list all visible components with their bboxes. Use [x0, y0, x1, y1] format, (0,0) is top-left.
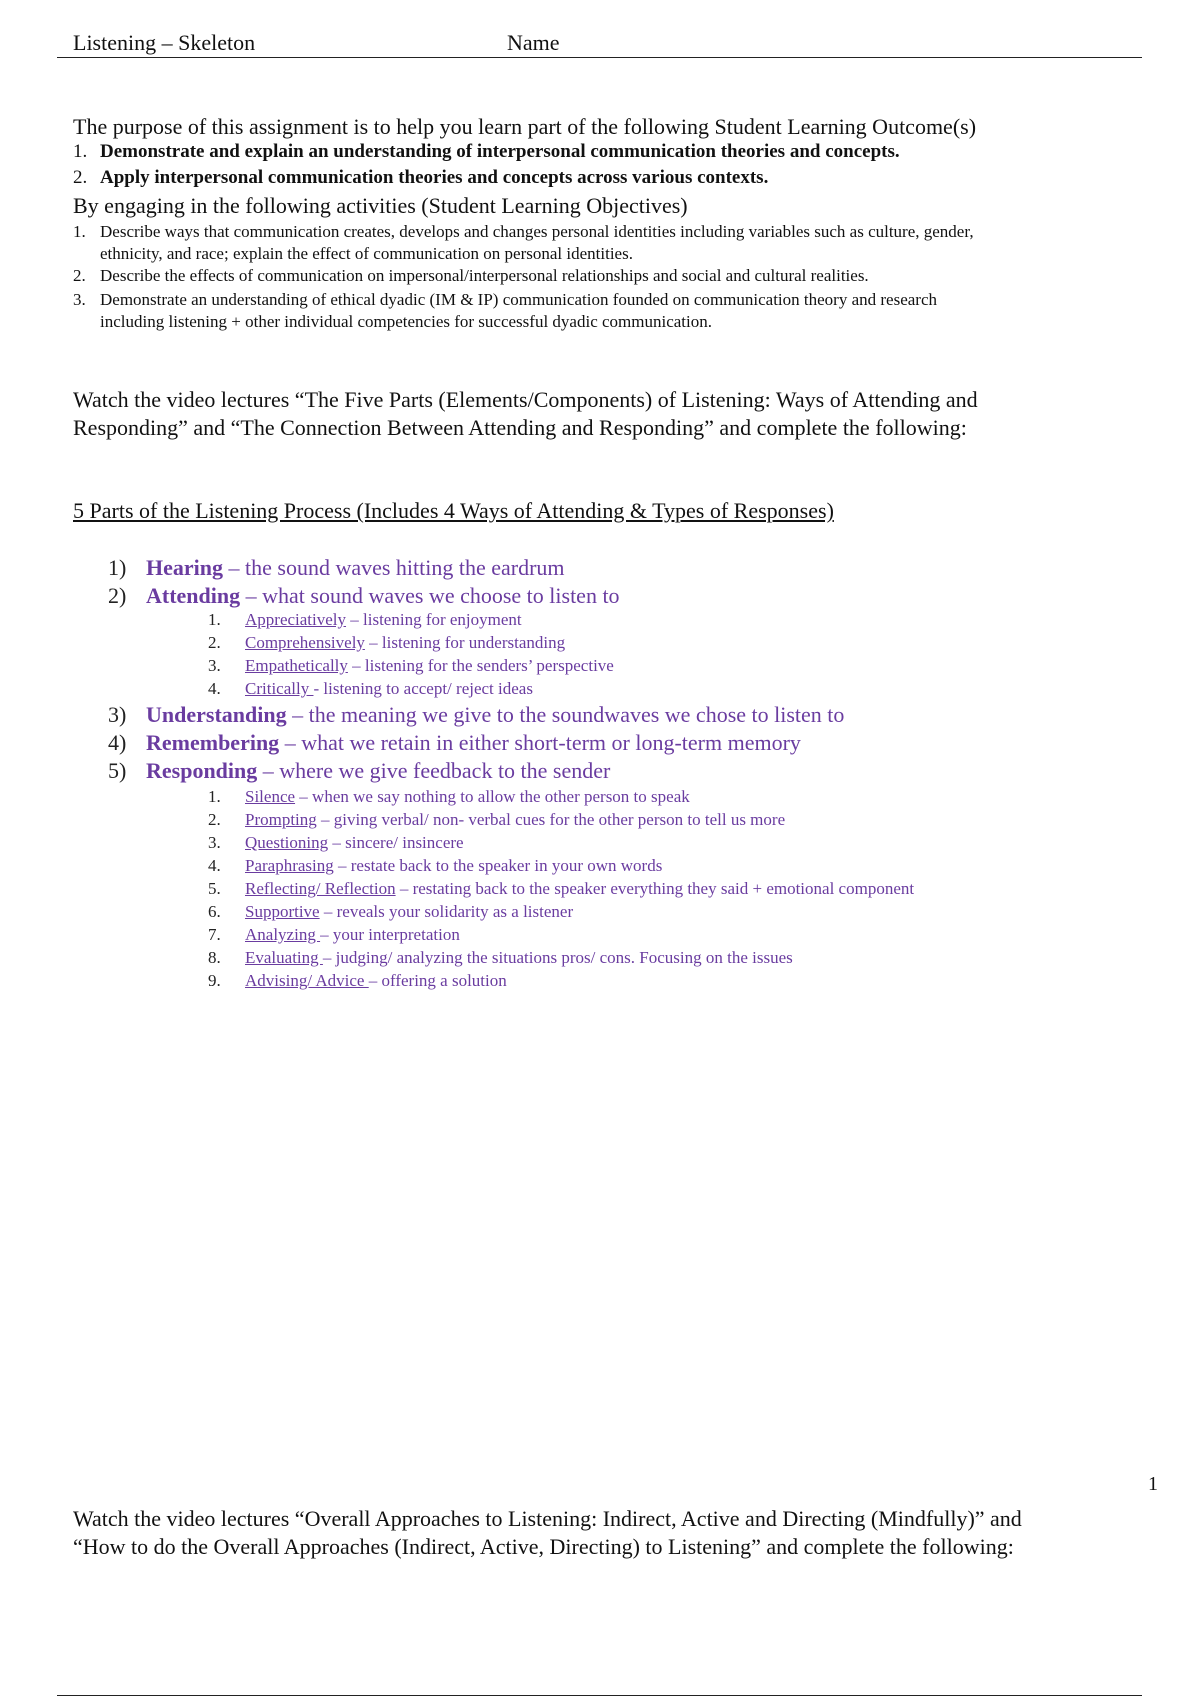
watch-instructions-2 — [73, 1505, 1022, 1561]
part-term: Responding — [146, 758, 258, 783]
header-title: Listening – Skeleton — [73, 30, 256, 55]
item-term: Comprehensively — [245, 633, 365, 652]
item-number: 4. — [208, 679, 221, 698]
objective-number: 1. — [73, 222, 86, 241]
response-type-1 — [208, 787, 1168, 809]
item-number: 5. — [208, 879, 221, 898]
item-desc: – reveals your solidarity as a listener — [319, 902, 574, 921]
attending-way-3 — [208, 656, 1108, 678]
outcome-number: 2. — [73, 167, 88, 188]
item-number: 7. — [208, 925, 221, 944]
part-number: 4) — [108, 730, 127, 755]
watch-line: Watch the video lectures “The Five Parts (Elements/Components) of Listening: Ways of Attending and — [73, 387, 978, 412]
part-1 — [108, 555, 1008, 583]
item-term: Questioning — [245, 833, 329, 852]
objective-line: ethnicity, and race; explain the effect of communication on personal identities. — [100, 244, 633, 263]
part-desc: – the meaning we give to the soundwaves we chose to listen to — [286, 702, 845, 727]
item-number: 9. — [208, 971, 221, 990]
item-desc: – offering a solution — [368, 971, 507, 990]
response-type-7 — [208, 925, 1168, 947]
attending-way-4 — [208, 679, 1108, 701]
item-desc: - listening to accept/ reject ideas — [313, 679, 533, 698]
item-term: Silence — [245, 787, 296, 806]
watch-line: Watch the video lectures “Overall Approaches to Listening: Indirect, Active and Directing (Mindfully)” and — [73, 1506, 1022, 1531]
item-number: 3. — [208, 833, 221, 852]
item-desc: – judging/ analyzing the situations pros/ cons. Focusing on the issues — [322, 948, 793, 967]
item-number: 8. — [208, 948, 221, 967]
objective-1 — [73, 221, 1153, 265]
part-desc: – what sound waves we choose to listen to — [240, 583, 620, 608]
response-type-2 — [208, 810, 1168, 832]
part-4 — [108, 730, 1108, 758]
item-term: Advising/ Advice — [245, 971, 369, 990]
response-type-9 — [208, 971, 1168, 993]
section-title: 5 Parts of the Listening Process (Includes 4 Ways of Attending & Types of Responses) — [73, 498, 834, 523]
item-term: Prompting — [245, 810, 317, 829]
item-desc: – sincere/ insincere — [328, 833, 464, 852]
item-number: 2. — [208, 810, 221, 829]
item-term: Appreciatively — [245, 610, 347, 629]
part-number: 1) — [108, 555, 127, 580]
item-term: Empathetically — [245, 656, 348, 675]
item-term: Evaluating — [245, 948, 323, 967]
response-type-3 — [208, 833, 1168, 855]
objective-line: Describe the effects of communication on impersonal/interpersonal relationships and social and cultural realities. — [100, 266, 869, 285]
item-desc: – your interpretation — [320, 925, 460, 944]
item-desc: – when we say nothing to allow the other person to speak — [295, 787, 690, 806]
part-term: Hearing — [146, 555, 223, 580]
item-number: 1. — [208, 787, 221, 806]
item-term: Reflecting/ Reflection — [245, 879, 396, 898]
item-number: 6. — [208, 902, 221, 921]
objective-line: Demonstrate an understanding of ethical dyadic (IM & IP) communication founded on communication theory and research — [100, 290, 937, 309]
attending-way-1 — [208, 610, 1108, 632]
item-term: Analyzing — [245, 925, 321, 944]
outcome-text: Apply interpersonal communication theories and concepts across various contexts. — [100, 167, 769, 188]
item-number: 2. — [208, 633, 221, 652]
engaging-text: By engaging in the following activities (Student Learning Objectives) — [73, 193, 688, 218]
part-desc: – where we give feedback to the sender — [257, 758, 611, 783]
response-type-6 — [208, 902, 1168, 924]
part-number: 2) — [108, 583, 127, 608]
part-5 — [108, 758, 1108, 786]
item-desc: – restating back to the speaker everything they said + emotional component — [395, 879, 915, 898]
outcome-text: Demonstrate and explain an understanding of interpersonal communication theories and concepts. — [100, 141, 900, 162]
objective-number: 2. — [73, 266, 86, 285]
part-2 — [108, 583, 1008, 611]
part-3 — [108, 702, 1108, 730]
objective-line: including listening + other individual competencies for successful dyadic communication. — [100, 312, 712, 331]
watch-line: Responding” and “The Connection Between Attending and Responding” and complete the following: — [73, 415, 967, 440]
response-type-4 — [208, 856, 1168, 878]
part-desc: – the sound waves hitting the eardrum — [223, 555, 565, 580]
watch-line: “How to do the Overall Approaches (Indirect, Active, Directing) to Listening” and complete the following: — [73, 1534, 1014, 1559]
item-desc: – listening for enjoyment — [346, 610, 522, 629]
purpose-text: The purpose of this assignment is to help you learn part of the following Student Learning Outcome(s) — [73, 114, 977, 139]
header-rule — [57, 57, 1142, 58]
item-desc: – restate back to the speaker in your own words — [333, 856, 663, 875]
page-number: 1 — [1148, 1473, 1158, 1495]
objective-line: Describe ways that communication creates, develops and changes personal identities including variables such as culture, gender, — [100, 222, 974, 241]
response-type-8 — [208, 948, 1168, 970]
footer-rule — [57, 1695, 1142, 1696]
watch-instructions-1 — [73, 386, 978, 442]
item-desc: – listening for the senders’ perspective — [347, 656, 614, 675]
item-term: Critically — [245, 679, 314, 698]
objective-3 — [73, 289, 1153, 333]
item-desc: – listening for understanding — [364, 633, 566, 652]
objective-number: 3. — [73, 290, 86, 309]
part-term: Understanding — [146, 702, 287, 727]
part-term: Attending — [146, 583, 241, 608]
part-number: 3) — [108, 702, 127, 727]
item-number: 3. — [208, 656, 221, 675]
item-number: 1. — [208, 610, 221, 629]
attending-way-2 — [208, 633, 1108, 655]
part-term: Remembering — [146, 730, 280, 755]
name-label: Name — [507, 30, 560, 55]
response-type-5 — [208, 879, 1168, 901]
item-term: Paraphrasing — [245, 856, 334, 875]
item-desc: – giving verbal/ non- verbal cues for the other person to tell us more — [316, 810, 786, 829]
part-desc: – what we retain in either short-term or long-term memory — [279, 730, 801, 755]
item-number: 4. — [208, 856, 221, 875]
outcome-number: 1. — [73, 141, 88, 162]
part-number: 5) — [108, 758, 127, 783]
item-term: Supportive — [245, 902, 320, 921]
